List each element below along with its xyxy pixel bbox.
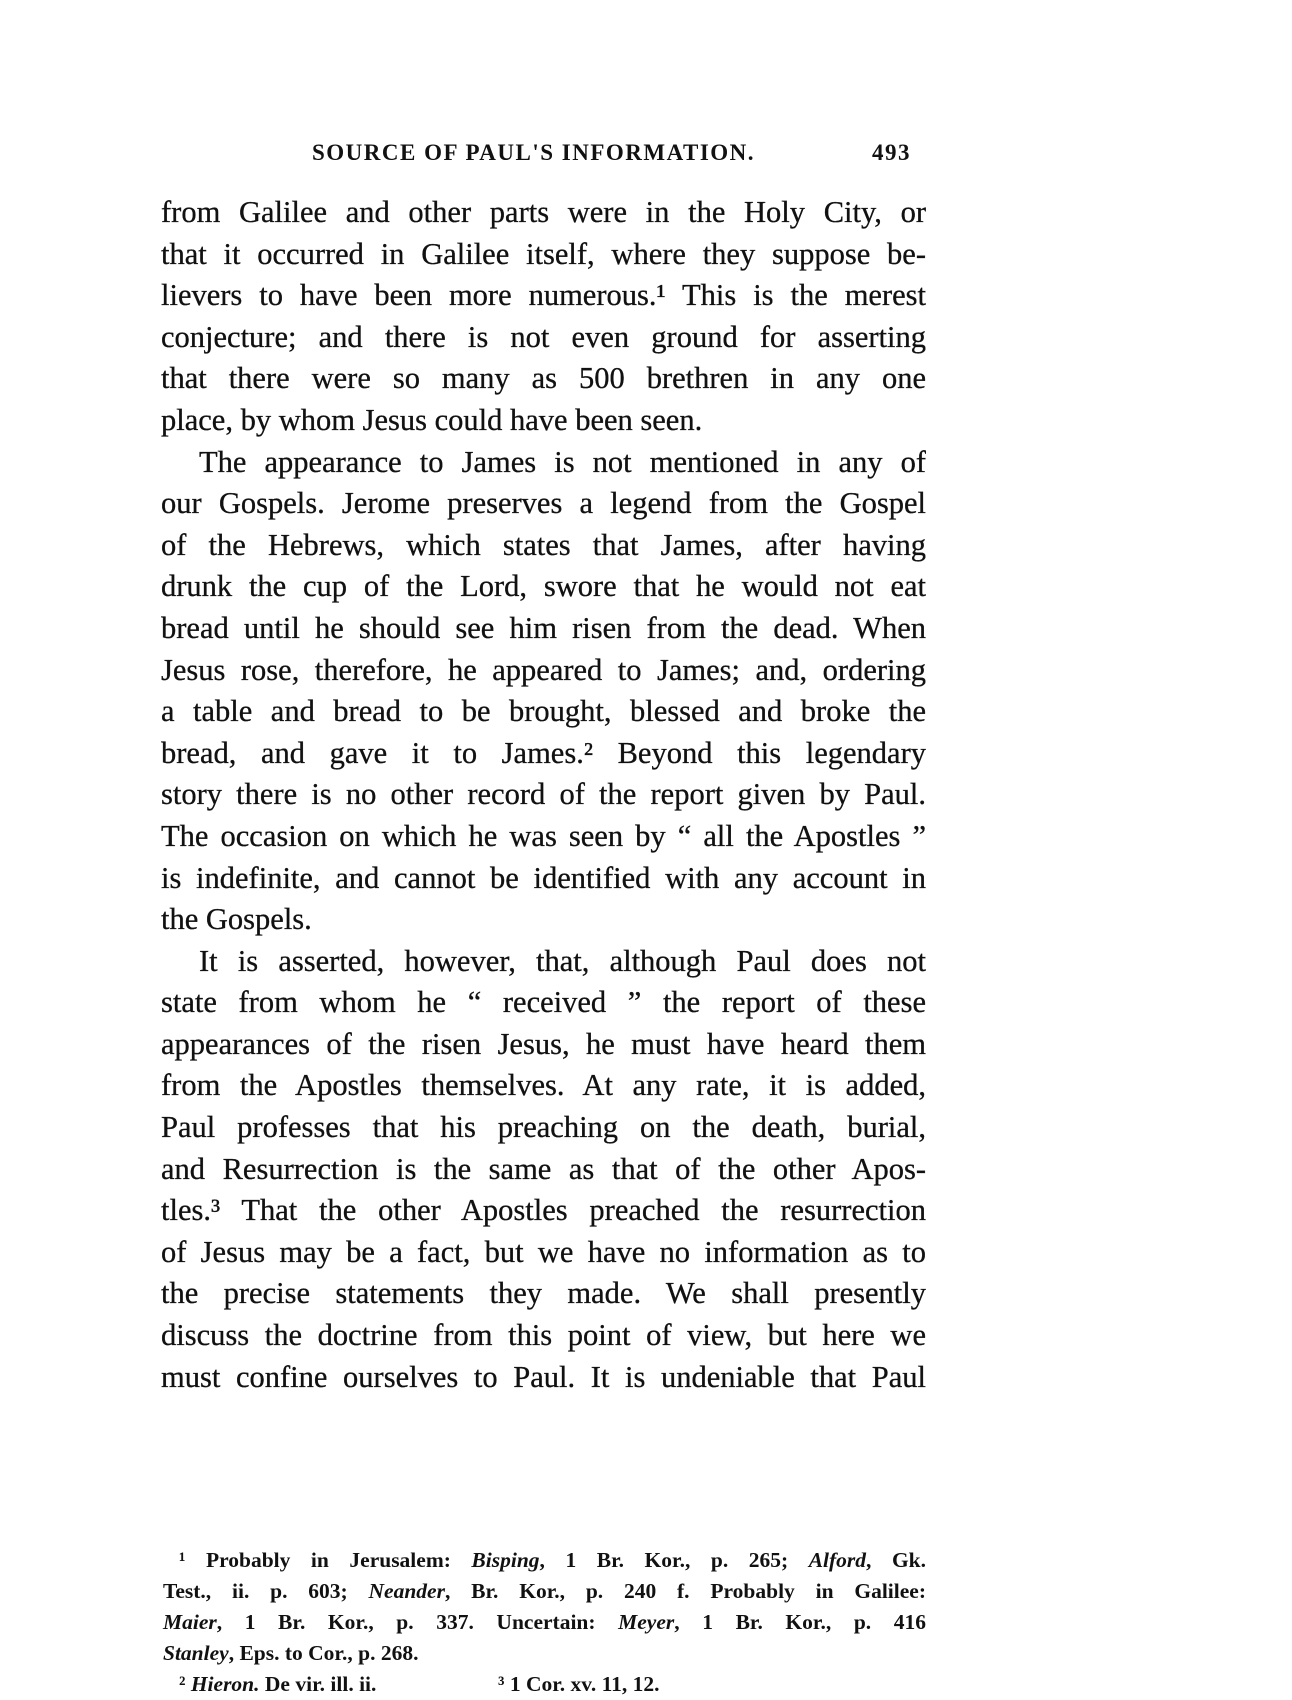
text-line: is indefinite, and cannot be identified with any account in [161, 860, 926, 895]
body-text [161, 192, 926, 1398]
fn-text: , 1 Br. Kor., p. 416 [674, 1610, 926, 1634]
text-line: a table and bread to be brought, blessed and broke the [161, 694, 926, 729]
text-line: drunk the cup of the Lord, swore that he would not eat [161, 569, 926, 604]
fn-text: Test., ii. p. 603; [163, 1579, 369, 1603]
text-line: the Gospels. [161, 902, 312, 937]
fn-text: , Eps. to Cor., p. 268. [228, 1641, 419, 1665]
fn-author: Meyer [618, 1610, 675, 1634]
text-line: conjecture; and there is not even ground for asserting [161, 319, 926, 354]
fn-author: Alford [808, 1548, 867, 1572]
footnote-1-line [163, 1576, 926, 1607]
text-line: Jesus rose, therefore, he appeared to James; and, ordering [161, 652, 926, 687]
text-line: the precise statements they made. We shall presently [161, 1276, 926, 1311]
text-line: from the Apostles themselves. At any rate, it is added, [161, 1068, 926, 1103]
fn-text: , Gk. [866, 1548, 926, 1572]
page-number: 493 [872, 140, 911, 165]
text-line: discuss the doctrine from this point of view, but here we [161, 1318, 926, 1353]
footnote-2-3-line [163, 1669, 926, 1700]
fn-text: De vir. ill. ii. [259, 1672, 377, 1696]
text-line: bread until he should see him risen from the dead. When [161, 610, 926, 645]
fn-author: Maier [163, 1610, 217, 1634]
text-line: story there is no other record of the report given by Paul. [161, 777, 926, 812]
footnote-3: ³ 1 Cor. xv. 11, 12. [498, 1672, 660, 1696]
text-line: that there were so many as 500 brethren in any one [161, 361, 926, 396]
text-line: our Gospels. Jerome preserves a legend from the Gospel [161, 486, 926, 521]
running-head: SOURCE OF PAUL'S INFORMATION. [312, 140, 756, 165]
text-line: lievers to have been more numerous.¹ This is the merest [161, 278, 926, 313]
text-line: from Galilee and other parts were in the Holy City, or [161, 195, 926, 229]
text-line: state from whom he “ received ” the report of these [161, 985, 926, 1020]
text-line: that it occurred in Galilee itself, where they suppose be- [161, 236, 926, 271]
footnotes [163, 1545, 926, 1700]
fn-text: ¹ Probably in Jerusalem: [179, 1548, 472, 1572]
fn-mark: ² [179, 1672, 191, 1696]
text-line: of the Hebrews, which states that James, after having [161, 527, 926, 562]
text-line: tles.³ That the other Apostles preached the resurrection [161, 1193, 926, 1228]
text-line: place, by whom Jesus could have been seen. [161, 402, 703, 437]
fn-text: , 1 Br. Kor., p. 337. Uncertain: [216, 1610, 619, 1634]
footnote-1-line [163, 1545, 926, 1576]
fn-author: Neander [368, 1579, 445, 1603]
fn-text: , Br. Kor., p. 240 f. Probably in Galilee: [444, 1579, 926, 1603]
text-line: It is asserted, however, that, although Paul does not [199, 943, 926, 978]
text-line: and Resurrection is the same as that of the other Apos- [161, 1151, 926, 1186]
text-line: must confine ourselves to Paul. It is undeniable that Paul [161, 1359, 926, 1394]
fn-author: Bisping [471, 1548, 540, 1572]
text-line: The occasion on which he was seen by “ all the Apostles ” [161, 818, 926, 853]
footnote-1-line [163, 1607, 926, 1638]
text-line: Paul professes that his preaching on the death, burial, [161, 1110, 926, 1145]
fn-text: , 1 Br. Kor., p. 265; [539, 1548, 809, 1572]
text-line: The appearance to James is not mentioned in any of [199, 444, 926, 479]
text-line: bread, and gave it to James.² Beyond this legendary [161, 735, 926, 770]
footnote-1-line [163, 1638, 926, 1669]
text-line: appearances of the risen Jesus, he must have heard them [161, 1026, 926, 1061]
text-line: of Jesus may be a fact, but we have no information as to [161, 1234, 926, 1269]
fn-author: Stanley [163, 1641, 229, 1665]
fn-author: Hieron. [190, 1672, 260, 1696]
